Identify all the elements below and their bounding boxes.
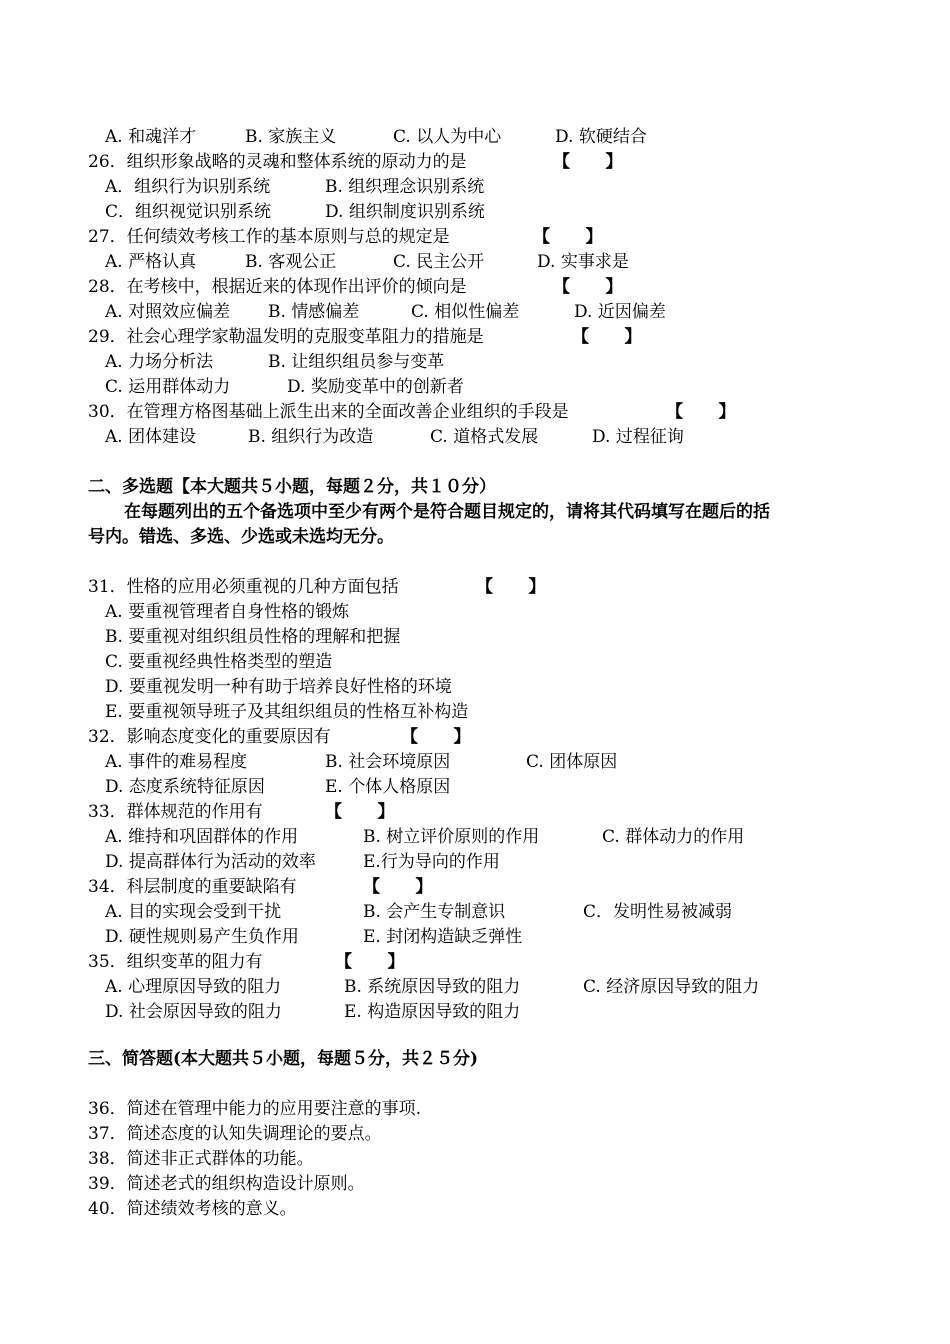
q29-option-b: B. 让组织组员参与变革 xyxy=(268,352,445,372)
q28-option-d: D. 近因偏差 xyxy=(574,302,666,322)
q27-answer-bracket: 【 】 xyxy=(533,227,603,247)
q33-option-d: D. 提高群体行为活动的效率 xyxy=(105,852,316,872)
q28-option-a: A. 对照效应偏差 xyxy=(105,302,231,322)
q30-option-d: D. 过程征询 xyxy=(592,427,684,447)
short-answer-37: 37．简述态度的认知失调理论的要点。 xyxy=(88,1124,382,1144)
short-answer-39: 39．简述老式的组织构造设计原则。 xyxy=(88,1174,365,1194)
q34-text: 34．科层制度的重要缺陷有 xyxy=(88,877,297,897)
q27-text: 27．任何绩效考核工作的基本原则与总的规定是 xyxy=(88,227,450,247)
q34-option-c: C．发明性易被减弱 xyxy=(583,902,733,922)
q33-option-c: C. 群体动力的作用 xyxy=(602,827,745,847)
q29-option-c: C. 运用群体动力 xyxy=(105,377,231,397)
q32-text: 32．影响态度变化的重要原因有 xyxy=(88,727,331,747)
q28-answer-bracket: 【 】 xyxy=(553,277,623,297)
q27-option-d: D. 实事求是 xyxy=(537,252,629,272)
q28-text: 28．在考核中，根据近来的体现作出评价的倾向是 xyxy=(88,277,467,297)
q35-option-c: C. 经济原因导致的阻力 xyxy=(583,977,760,997)
q32-option-d: D. 态度系统特征原因 xyxy=(105,777,265,797)
q29-option-a: A. 力场分析法 xyxy=(105,352,214,372)
short-answer-36: 36．简述在管理中能力的应用要注意的事项. xyxy=(88,1099,422,1119)
q34-option-b: B. 会产生专制意识 xyxy=(363,902,506,922)
q34-option-e: E. 封闭构造缺乏弹性 xyxy=(363,927,523,947)
q31-option-b: B. 要重视对组织组员性格的理解和把握 xyxy=(105,627,401,647)
q32-option-e: E. 个体人格原因 xyxy=(325,777,451,797)
q26-option-a: A．组织行为识别系统 xyxy=(105,177,271,197)
q30-option-c: C. 道格式发展 xyxy=(430,427,539,447)
q33-option-b: B. 树立评价原则的作用 xyxy=(363,827,540,847)
short-answer-38: 38．简述非正式群体的功能。 xyxy=(88,1149,314,1169)
q34-option-a: A. 目的实现会受到干扰 xyxy=(105,902,282,922)
q27-option-a: A. 严格认真 xyxy=(105,252,197,272)
q25-option-c: C. 以人为中心 xyxy=(393,127,502,147)
q35-answer-bracket: 【 】 xyxy=(335,952,405,972)
q33-answer-bracket: 【 】 xyxy=(325,802,395,822)
q31-option-e: E. 要重视领导班子及其组织组员的性格互补构造 xyxy=(105,702,469,722)
q35-option-a: A. 心理原因导致的阻力 xyxy=(105,977,282,997)
q32-option-c: C. 团体原因 xyxy=(526,752,618,772)
q29-text: 29．社会心理学家勒温发明的克服变革阻力的措施是 xyxy=(88,327,484,347)
q26-option-d: D. 组织制度识别系统 xyxy=(325,202,485,222)
q34-option-d: D. 硬性规则易产生负作用 xyxy=(105,927,299,947)
q33-option-e: E.行为导向的作用 xyxy=(363,852,500,872)
q30-option-a: A. 团体建设 xyxy=(105,427,197,447)
q25-option-a: A. 和魂洋才 xyxy=(105,127,197,147)
q31-answer-bracket: 【 】 xyxy=(476,577,546,597)
q27-option-c: C. 民主公开 xyxy=(393,252,485,272)
q33-option-a: A. 维持和巩固群体的作用 xyxy=(105,827,299,847)
section2-instruction-line1: 在每题列出的五个备选项中至少有两个是符合题目规定的，请将其代码填写在题后的括 xyxy=(124,502,770,522)
q31-text: 31．性格的应用必须重视的几种方面包括 xyxy=(88,577,399,597)
section3-title: 三、简答题(本大题共５小题，每题５分，共２５分) xyxy=(88,1049,479,1069)
q35-option-e: E. 构造原因导致的阻力 xyxy=(344,1002,521,1022)
q28-option-c: C. 相似性偏差 xyxy=(411,302,520,322)
q35-option-b: B. 系统原因导致的阻力 xyxy=(344,977,521,997)
q25-option-b: B. 家族主义 xyxy=(245,127,337,147)
q31-option-c: C. 要重视经典性格类型的塑造 xyxy=(105,652,333,672)
q26-text: 26．组织形象战略的灵魂和整体系统的原动力的是 xyxy=(88,152,467,172)
q32-answer-bracket: 【 】 xyxy=(401,727,471,747)
q28-option-b: B. 情感偏差 xyxy=(268,302,360,322)
q32-option-b: B. 社会环境原因 xyxy=(325,752,451,772)
q26-option-c: C．组织视觉识别系统 xyxy=(105,202,272,222)
q31-option-d: D. 要重视发明一种有助于培养良好性格的环境 xyxy=(105,677,452,697)
q29-answer-bracket: 【 】 xyxy=(572,327,642,347)
q30-text: 30．在管理方格图基础上派生出来的全面改善企业组织的手段是 xyxy=(88,402,569,422)
q26-answer-bracket: 【 】 xyxy=(553,152,623,172)
q27-option-b: B. 客观公正 xyxy=(245,252,337,272)
q30-answer-bracket: 【 】 xyxy=(666,402,736,422)
q31-option-a: A. 要重视管理者自身性格的锻炼 xyxy=(105,602,350,622)
q25-option-d: D. 软硬结合 xyxy=(555,127,647,147)
q32-option-a: A. 事件的难易程度 xyxy=(105,752,248,772)
q34-answer-bracket: 【 】 xyxy=(363,877,433,897)
section2-instruction-line2: 号内。错选、多选、少选或未选均无分。 xyxy=(88,527,394,547)
q35-option-d: D. 社会原因导致的阻力 xyxy=(105,1002,282,1022)
q29-option-d: D. 奖励变革中的创新者 xyxy=(287,377,464,397)
q30-option-b: B. 组织行为改造 xyxy=(248,427,374,447)
short-answer-40: 40．简述绩效考核的意义。 xyxy=(88,1199,297,1219)
q26-option-b: B. 组织理念识别系统 xyxy=(325,177,485,197)
q33-text: 33．群体规范的作用有 xyxy=(88,802,263,822)
section2-title: 二、多选题【本大题共５小题，每题２分，共１０分） xyxy=(88,477,496,497)
q35-text: 35．组织变革的阻力有 xyxy=(88,952,263,972)
